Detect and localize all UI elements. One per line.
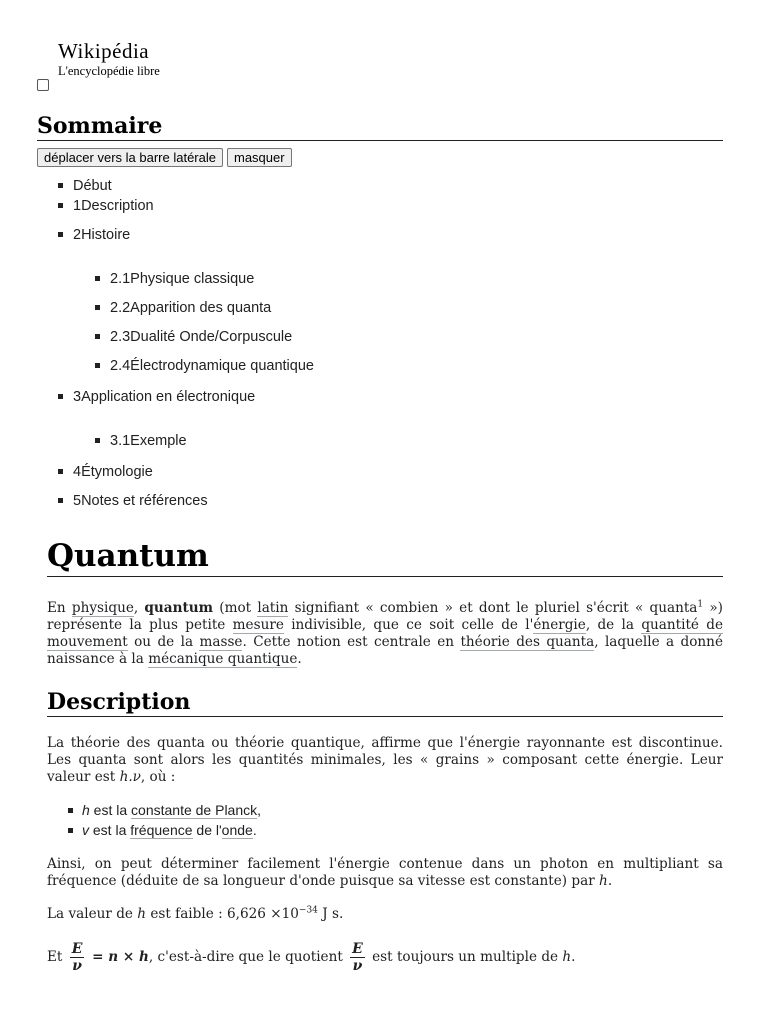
link-constante-de-planck[interactable]: constante de Planck xyxy=(131,802,258,818)
move-to-sidebar-button[interactable]: déplacer vers la barre latérale xyxy=(37,148,223,167)
reference-link[interactable]: 1 xyxy=(697,599,704,610)
list-item: v est la fréquence de l'onde. xyxy=(68,820,261,840)
link-masse[interactable]: masse xyxy=(199,634,243,650)
logo-title: Wikipédia xyxy=(58,39,150,63)
description-paragraph-3: La valeur de h est faible : $6,626 \times 10^{-34}$ J s. xyxy=(47,905,344,922)
description-paragraph-4: Et $\frac{E}{\nu}$ = n × h, c'est-à-dire que le quotient $\frac{E}{\nu}$ est toujours un multiple de h. xyxy=(47,941,576,974)
link-mecanique-quantique[interactable]: mécanique quantique xyxy=(148,651,298,667)
toc-buttons xyxy=(37,148,292,167)
link-physique[interactable]: physique xyxy=(71,600,134,616)
description-paragraph-2: Ainsi, on peut déterminer facilement l'énergie contenue dans un photon en multipliant sa fréquence (déduite de sa longueur d'onde puisque sa vitesse est constante) par h. xyxy=(47,856,723,889)
toc-item-debut[interactable]: Début xyxy=(58,177,112,195)
toc-item-dualite[interactable]: 2.3Dualité Onde/Corpuscule xyxy=(95,328,292,346)
link-energie[interactable]: énergie xyxy=(533,617,586,633)
link-onde[interactable]: onde xyxy=(221,822,253,838)
menu-checkbox[interactable] xyxy=(37,79,49,91)
bullet-icon xyxy=(58,469,63,474)
toc-title: Sommaire xyxy=(37,112,723,141)
bullet-icon xyxy=(68,808,73,813)
bullet-icon xyxy=(95,334,100,339)
math-hv: h.ν xyxy=(119,769,141,785)
toc-item-application[interactable]: 3Application en électronique xyxy=(58,388,255,406)
list-item: h est la constante de Planck, xyxy=(68,800,261,820)
toc-item-apparition-des-quanta[interactable]: 2.2Apparition des quanta xyxy=(95,299,271,317)
term-quantum: quantum xyxy=(144,600,214,616)
toc-item-electrodynamique[interactable]: 2.4Électrodynamique quantique xyxy=(95,357,314,375)
fraction-e-over-nu: $\frac{E}{\nu}$ xyxy=(71,941,83,974)
description-bullet-list xyxy=(68,800,261,840)
link-latin[interactable]: latin xyxy=(257,600,289,616)
bullet-icon xyxy=(58,232,63,237)
bullet-icon xyxy=(58,498,63,503)
wikipedia-logo[interactable] xyxy=(58,40,160,79)
bullet-icon xyxy=(95,276,100,281)
link-frequence[interactable]: fréquence xyxy=(130,822,193,838)
bullet-icon xyxy=(68,828,73,833)
toc-item-description[interactable]: 1Description xyxy=(58,197,154,215)
link-mesure[interactable]: mesure xyxy=(232,617,284,633)
logo-tagline: L'encyclopédie libre xyxy=(58,64,160,78)
bullet-icon xyxy=(95,305,100,310)
description-paragraph-1: La théorie des quanta ou théorie quantique, affirme que l'énergie rayonnante est discontinue. Les quanta sont alors les quantités minimales, les « grains » composant cette énergie. Leur valeur est h.ν, où : xyxy=(47,735,723,785)
fraction-e-over-nu: $\frac{E}{\nu}$ xyxy=(352,941,363,974)
section-heading-description: Description xyxy=(47,688,723,717)
bullet-icon xyxy=(95,363,100,368)
toc-item-histoire[interactable]: 2Histoire xyxy=(58,226,130,244)
bullet-icon xyxy=(95,438,100,443)
intro-paragraph: En physique, quantum (mot latin signifiant « combien » et dont le pluriel s'écrit « quanta$^1$ ») représente la plus petite mesure indivisible, que ce soit celle de l'énergie, de la quantité de mouvement ou de la masse. Cette notion est centrale en théorie des quanta, laquelle a donné naissance à la mécanique quantique. xyxy=(47,599,724,667)
toc-item-physique-classique[interactable]: 2.1Physique classique xyxy=(95,270,254,288)
toc-item-notes-references[interactable]: 5Notes et références xyxy=(58,492,208,510)
bullet-icon xyxy=(58,183,63,188)
bullet-icon xyxy=(58,394,63,399)
bullet-icon xyxy=(58,203,63,208)
page-title: Quantum xyxy=(47,536,723,577)
toc-item-etymologie[interactable]: 4Étymologie xyxy=(58,463,153,481)
toc-item-exemple[interactable]: 3.1Exemple xyxy=(95,432,187,450)
link-theorie-des-quanta[interactable]: théorie des quanta xyxy=(460,634,595,650)
link-quantite-de-mouvement[interactable]: quantité de mouvement xyxy=(47,617,724,650)
hide-toc-button[interactable]: masquer xyxy=(227,148,292,167)
